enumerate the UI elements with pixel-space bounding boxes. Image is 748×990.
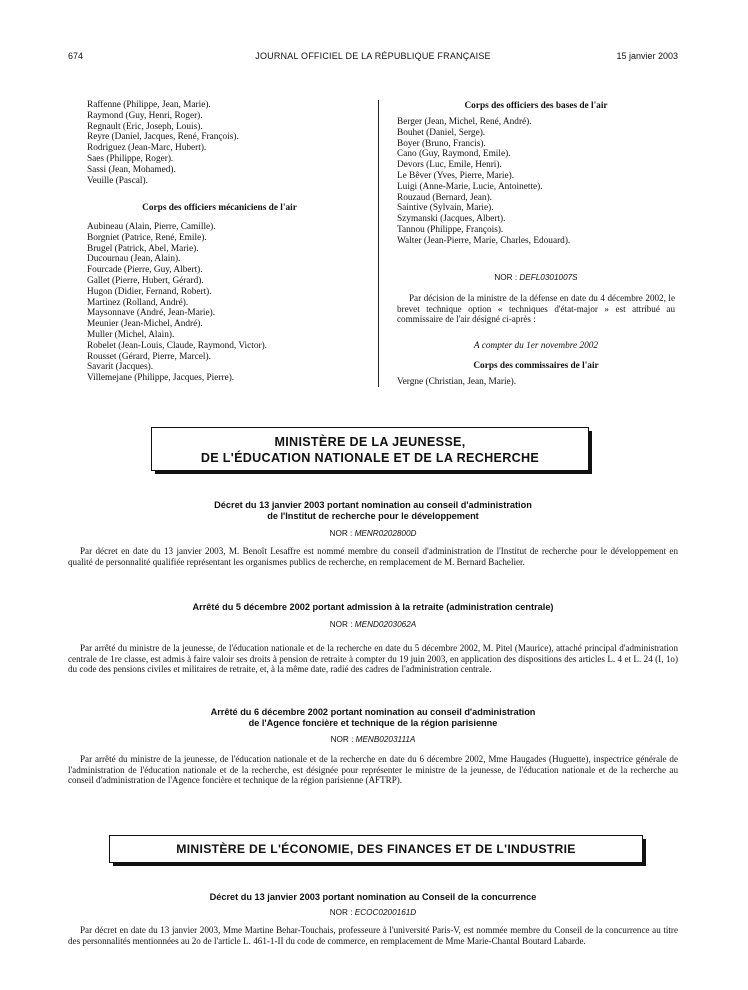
nor-label: NOR : xyxy=(329,529,353,538)
journal-title: JOURNAL OFFICIEL DE LA RÉPUBLIQUE FRANÇAISE xyxy=(255,51,491,61)
nor-reference xyxy=(68,908,678,917)
name-list-commissaires xyxy=(397,377,516,388)
ministry-line-1: MINISTÈRE DE LA JEUNESSE, xyxy=(274,435,466,449)
list-item: Cano (Guy, Raymond, Emile). xyxy=(397,149,511,160)
ministry-line-1: MINISTÈRE DE L'ÉCONOMIE, DES FINANCES ET DE L'INDUSTRIE xyxy=(176,842,576,856)
decree-title xyxy=(68,500,678,522)
decree-title-line-1: Arrêté du 6 décembre 2002 portant nomination au conseil d'administration xyxy=(210,707,536,717)
list-item: Saes (Philippe, Roger). xyxy=(87,153,174,164)
decree-paragraph: Par arrêté du ministre de la jeunesse, de l'éducation nationale et de la recherche en date du 5 décembre 2002, M. Pitel (Maurice), attaché principal d'administration centrale de 1re classe, est admis à faire valoir ses droits à pension de retraite à compter du 19 juin 2003, en application des dispositions des articles L. 4 et L. 24 (I, 1o) du code des pensions civiles et militaires de retraite, et, à la même date, radié des cadres de l'administration centrale. xyxy=(68,643,678,675)
page-header xyxy=(68,51,678,65)
decree-paragraph: Par décret en date du 13 janvier 2003, M. Benoît Lesaffre est nommé membre du conseil d'administration de l'Institut de recherche pour le développement en qualité de personnalité qualifiée représentant les organismes publics de recherche, en remplacement de M. Bernard Bachelier. xyxy=(68,546,678,567)
ministry-line-2: DE L'ÉDUCATION NATIONALE ET DE LA RECHERCHE xyxy=(200,451,540,465)
list-item: Fourcade (Pierre, Guy, Albert). xyxy=(87,265,203,276)
list-item: Robelet (Jean-Louis, Claude, Raymond, Victor). xyxy=(87,340,268,351)
page-number: 674 xyxy=(68,51,84,61)
decree-title: Arrêté du 5 décembre 2002 portant admission à la retraite (administration centrale) xyxy=(192,602,554,612)
nor-label: NOR : xyxy=(329,620,353,629)
effective-date: A compter du 1er novembre 2002 xyxy=(473,341,599,351)
list-item: Vergne (Christian, Jean, Marie). xyxy=(397,377,517,387)
nor-reference xyxy=(68,735,678,744)
list-item: Muller (Michel, Alain). xyxy=(87,329,175,340)
decree-paragraph: Par décret en date du 13 janvier 2003, Mme Martine Behar-Touchais, professeure à l'université Paris-V, est nommée membre du Conseil de la concurrence au titre des personnalités mentionnées au 2o de l'article L. 461-1-II du code de commerce, en remplacement de Mme Marie-Chantal Boutard Labarde. xyxy=(68,925,678,946)
list-item: Raffenne (Philippe, Jean, Marie). xyxy=(87,100,211,110)
corps-heading-bases: Corps des officiers des bases de l'air xyxy=(464,101,608,111)
decision-paragraph: Par décision de la ministre de la défense en date du 4 décembre 2002, le brevet technique option « techniques d'état-major » est attribué au commissaire de l'air désigné ci-après : xyxy=(397,293,675,325)
nor-label: NOR : xyxy=(329,908,353,917)
name-list-mecaniciens xyxy=(87,222,267,384)
ministry-heading-jeunesse xyxy=(151,427,589,471)
list-item: Luigi (Anne-Marie, Lucie, Antoinette). xyxy=(397,181,543,192)
list-item: Aubineau (Alain, Pierre, Camille). xyxy=(87,222,216,232)
list-item: Raymond (Guy, Henri, Roger). xyxy=(87,110,203,121)
list-item: Saintive (Sylvain, Marie). xyxy=(397,203,494,214)
decree-paragraph: Par arrêté du ministre de la jeunesse, de l'éducation nationale et de la recherche en date du 6 décembre 2002, Mme Haugades (Huguette), inspectrice générale de l'administration de l'éducation nationale et de la recherche, est désignée pour représenter le ministre de la jeunesse, de l'éducation nationale et de la recherche au conseil d'administration de l'Agence foncière et technique de la région parisienne (AFTRP). xyxy=(68,754,678,786)
list-item: Hugon (Didier, Fernand, Robert). xyxy=(87,286,212,297)
nor-code: MEND0203062A xyxy=(354,620,417,629)
list-item: Maysonnave (André, Jean-Marie). xyxy=(87,308,216,319)
list-item: Devors (Luc, Emile, Henri). xyxy=(397,160,502,171)
nor-code: ECOC0200161D xyxy=(354,908,417,917)
column-divider xyxy=(378,100,379,387)
list-item: Boyer (Bruno, Francis). xyxy=(397,138,486,149)
nor-code: MENB0203111A xyxy=(355,735,416,744)
name-list-bases xyxy=(397,117,570,247)
nor-code: DEFL0301007S xyxy=(519,273,578,282)
list-item: Regnault (Eric, Joseph, Louis). xyxy=(87,121,203,132)
list-item: Gallet (Pierre, Hubert, Gérard). xyxy=(87,275,204,286)
nor-reference xyxy=(68,620,678,629)
list-item: Martinez (Rolland, André). xyxy=(87,297,189,308)
list-item: Walter (Jean-Pierre, Marie, Charles, Edouard). xyxy=(397,235,571,246)
decree-title: Décret du 13 janvier 2003 portant nomination au Conseil de la concurrence xyxy=(209,892,537,902)
decree-title-line-2: de l'Institut de recherche pour le développement xyxy=(267,511,479,521)
name-list-top xyxy=(87,100,239,186)
list-item: Borgniet (Patrice, René, Emile). xyxy=(87,232,207,243)
list-item: Brugel (Patrick, Abel, Marie). xyxy=(87,243,199,254)
list-item: Rousset (Gérard, Pierre, Marcel). xyxy=(87,351,211,362)
nor-label: NOR : xyxy=(494,273,518,282)
list-item: Rouzaud (Bernard, Jean). xyxy=(397,192,492,203)
nor-code: MENR0202800D xyxy=(354,529,417,538)
list-item: Sassi (Jean, Mohamed). xyxy=(87,164,176,175)
list-item: Le Bêver (Yves, Pierre, Marie). xyxy=(397,170,515,181)
nor-reference xyxy=(68,529,678,538)
decree-title-line-2: de l'Agence foncière et technique de la région parisienne xyxy=(248,718,498,728)
list-item: Villemejane (Philippe, Jacques, Pierre). xyxy=(87,373,235,384)
list-item: Rodriguez (Jean-Marc, Hubert). xyxy=(87,143,207,154)
list-item: Szymanski (Jacques, Albert). xyxy=(397,214,506,225)
decree-title-line-1: Décret du 13 janvier 2003 portant nomination au conseil d'administration xyxy=(214,500,532,510)
issue-date: 15 janvier 2003 xyxy=(616,51,678,61)
corps-heading-mecaniciens: Corps des officiers mécaniciens de l'air xyxy=(142,203,297,213)
list-item: Tannou (Philippe, François). xyxy=(397,224,504,235)
nor-label: NOR : xyxy=(330,735,354,744)
list-item: Meunier (Jean-Michel, André). xyxy=(87,319,203,330)
list-item: Ducournau (Jean, Alain). xyxy=(87,254,181,265)
list-item: Savarit (Jacques). xyxy=(87,362,154,373)
list-item: Veuille (Pascal). xyxy=(87,175,148,186)
nor-reference xyxy=(397,273,675,282)
corps-heading-commissaires: Corps des commissaires de l'air xyxy=(473,361,599,371)
list-item: Berger (Jean, Michel, René, André). xyxy=(397,117,532,127)
list-item: Reyre (Daniel, Jacques, René, François). xyxy=(87,132,239,143)
list-item: Bouhet (Daniel, Serge). xyxy=(397,127,486,138)
decree-title xyxy=(68,707,678,729)
ministry-heading-economie xyxy=(109,835,643,863)
